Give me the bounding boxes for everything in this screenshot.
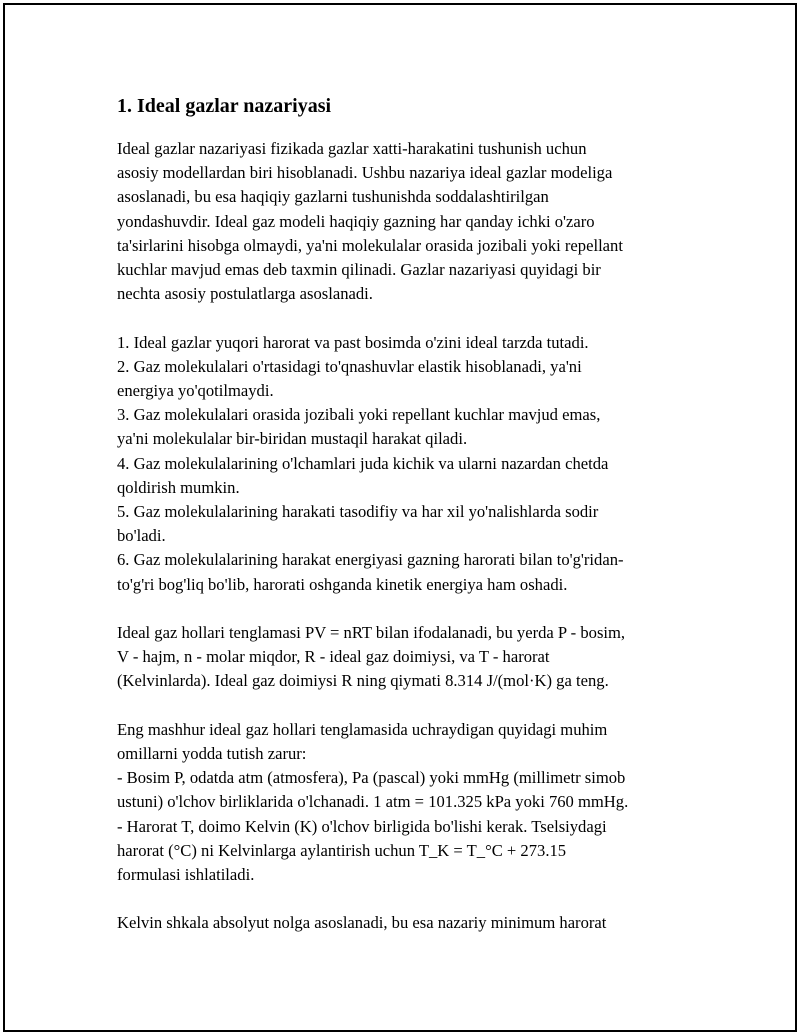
kelvin-paragraph xyxy=(117,911,689,935)
postulates-list xyxy=(117,331,689,597)
postulate-line: 6. Gaz molekulalarining harakat energiyasi gazning harorati bilan to'g'ridan- xyxy=(117,550,624,570)
postulate-line: 3. Gaz molekulalari orasida jozibali yoki repellant kuchlar mavjud emas, xyxy=(117,405,601,425)
paragraph-gap xyxy=(117,597,689,621)
postulate-line: qoldirish mumkin. xyxy=(117,477,240,497)
factors-line: harorat (°C) ni Kelvinlarga aylantirish uchun T_K = T_°C + 273.15 xyxy=(117,840,567,860)
equation-line: Ideal gaz hollari tenglamasi PV = nRT bilan ifodalanadi, bu yerda P - bosim, xyxy=(117,623,626,643)
paragraph-gap xyxy=(117,694,689,718)
postulate-line: 2. Gaz molekulalari o'rtasidagi to'qnashuvlar elastik hisoblanadi, ya'ni xyxy=(117,356,582,376)
intro-line: asoslanadi, bu esa haqiqiy gazlarni tushunishda soddalashtirilgan xyxy=(117,187,549,207)
postulate-line: 4. Gaz molekulalarining o'lchamlari juda kichik va ularni nazardan chetda xyxy=(117,453,609,473)
factors-line: omillarni yodda tutish zarur: xyxy=(117,744,307,764)
intro-line: kuchlar mavjud emas deb taxmin qilinadi. Gazlar nazariyasi quyidagi bir xyxy=(117,260,601,280)
postulate-line: ya'ni molekulalar bir-biridan mustaqil harakat qiladi. xyxy=(117,429,468,449)
equation-line: V - hajm, n - molar miqdor, R - ideal gaz doimiysi, va T - harorat xyxy=(117,647,550,667)
postulate-line: energiya yo'qotilmaydi. xyxy=(117,381,274,401)
postulate-line: 1. Ideal gazlar yuqori harorat va past bosimda o'zini ideal tarzda tutadi. xyxy=(117,332,589,352)
factors-line: ustuni) o'lchov birliklarida o'lchanadi. 1 atm = 101.325 kPa yoki 760 mmHg. xyxy=(117,792,629,812)
intro-paragraph xyxy=(117,137,689,306)
section-title: 1. Ideal gazlar nazariyasi xyxy=(117,95,332,117)
equation-paragraph xyxy=(117,621,689,694)
factors-paragraph xyxy=(117,718,689,887)
equation-line: (Kelvinlarda). Ideal gaz doimiysi R ning qiymati 8.314 J/(mol·K) ga teng. xyxy=(117,671,609,691)
postulate-line: 5. Gaz molekulalarining harakati tasodifiy va har xil yo'nalishlarda sodir xyxy=(117,502,599,522)
intro-line: asosiy modellardan biri hisoblanadi. Ushbu nazariya ideal gazlar modeliga xyxy=(117,163,613,183)
kelvin-line: Kelvin shkala absolyut nolga asoslanadi, bu esa nazariy minimum harorat xyxy=(117,913,607,933)
factors-line: formulasi ishlatiladi. xyxy=(117,865,255,885)
paragraph-gap xyxy=(117,306,689,330)
intro-line: Ideal gazlar nazariyasi fizikada gazlar xatti-harakatini tushunish uchun xyxy=(117,139,587,158)
intro-line: nechta asosiy postulatlarga asoslanadi. xyxy=(117,284,373,304)
factors-line: - Harorat T, doimo Kelvin (K) o'lchov birligida bo'lishi kerak. Tselsiydagi xyxy=(117,816,607,836)
factors-line: Eng mashhur ideal gaz hollari tenglamasida uchraydigan quyidagi muhim xyxy=(117,719,608,739)
factors-line: - Bosim P, odatda atm (atmosfera), Pa (pascal) yoki mmHg (millimetr simob xyxy=(117,768,626,788)
intro-line: yondashuvdir. Ideal gaz modeli haqiqiy gazning har qanday ichki o'zaro xyxy=(117,211,595,231)
intro-line: ta'sirlarini hisobga olmaydi, ya'ni molekulalar orasida jozibali yoki repellant xyxy=(117,235,623,255)
postulate-line: to'g'ri bog'liq bo'lib, harorati oshganda kinetik energiya ham oshadi. xyxy=(117,574,568,594)
paragraph-gap xyxy=(117,887,689,911)
postulate-line: bo'ladi. xyxy=(117,526,166,546)
document-body xyxy=(117,93,689,936)
